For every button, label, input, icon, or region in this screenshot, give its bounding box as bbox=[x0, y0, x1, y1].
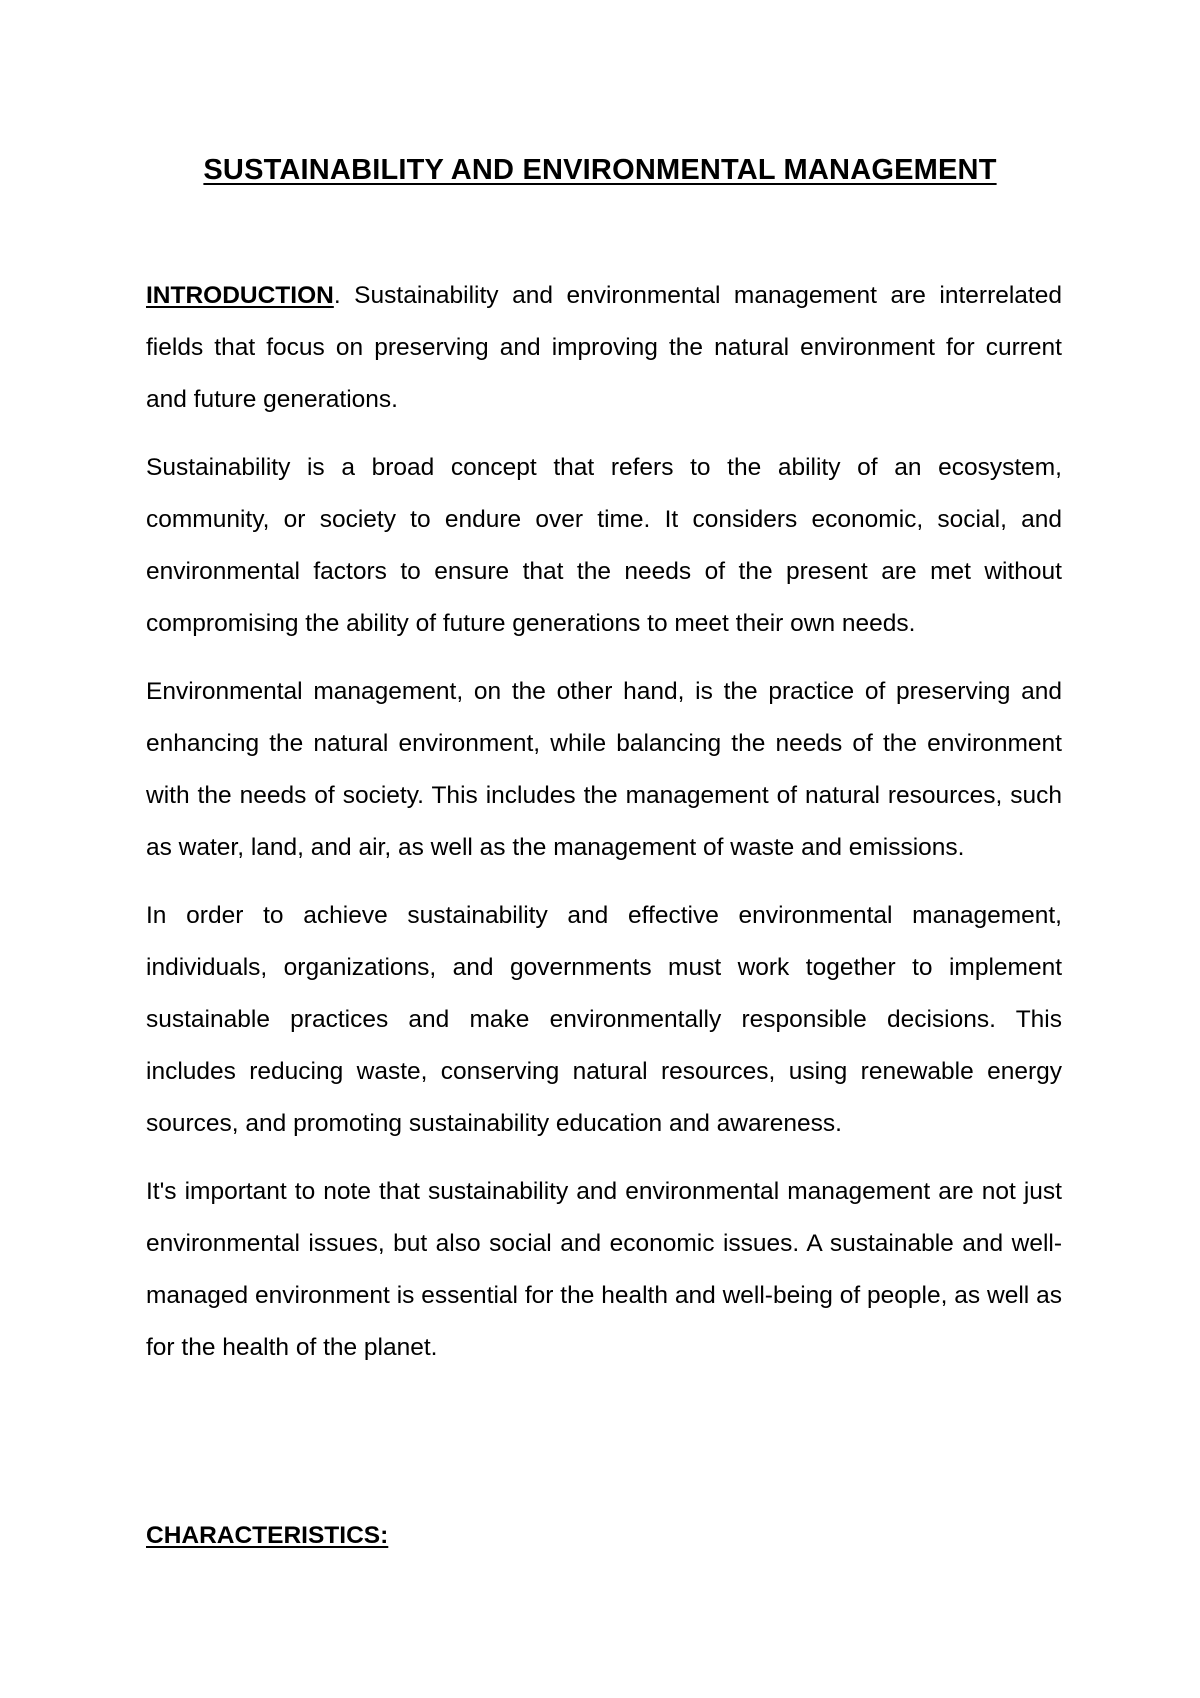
document-body bbox=[146, 270, 1062, 1390]
document-title: SUSTAINABILITY AND ENVIRONMENTAL MANAGEMENT bbox=[203, 154, 997, 186]
paragraph-environmental-management: Environmental management, on the other hand, is the practice of preserving and enhancing the natural environment, while balancing the needs of the environment with the needs of society. This includes the management of natural resources, such as water, land, and air, as well as the management of waste and emissions. bbox=[146, 678, 1062, 861]
introduction-heading: INTRODUCTION bbox=[146, 282, 334, 309]
paragraph-sustainability: Sustainability is a broad concept that refers to the ability of an ecosystem, community, or society to endure over time. It considers economic, social, and environmental factors to ensure that the needs of the present are met without compromising the ability of future generations to meet their own needs. bbox=[146, 454, 1062, 637]
paragraph-achieving-sustainability: In order to achieve sustainability and effective environmental management, individuals, organizations, and governments must work together to implement sustainable practices and make environmentally responsible decisions. This includes reducing waste, conserving natural resources, using renewable energy sources, and promoting sustainability education and awareness. bbox=[146, 902, 1062, 1137]
paragraph-introduction bbox=[146, 270, 1062, 426]
introduction-text: . Sustainability and environmental management are interrelated fields that focus on preserving and improving the natural environment for current and future generations. bbox=[146, 282, 1062, 413]
characteristics-heading: CHARACTERISTICS: bbox=[146, 1522, 389, 1549]
paragraph-social-economic-issues: It's important to note that sustainability and environmental management are not just environmental issues, but also social and economic issues. A sustainable and well-managed environment is essential for the health and well-being of people, as well as for the health of the planet. bbox=[146, 1178, 1062, 1361]
